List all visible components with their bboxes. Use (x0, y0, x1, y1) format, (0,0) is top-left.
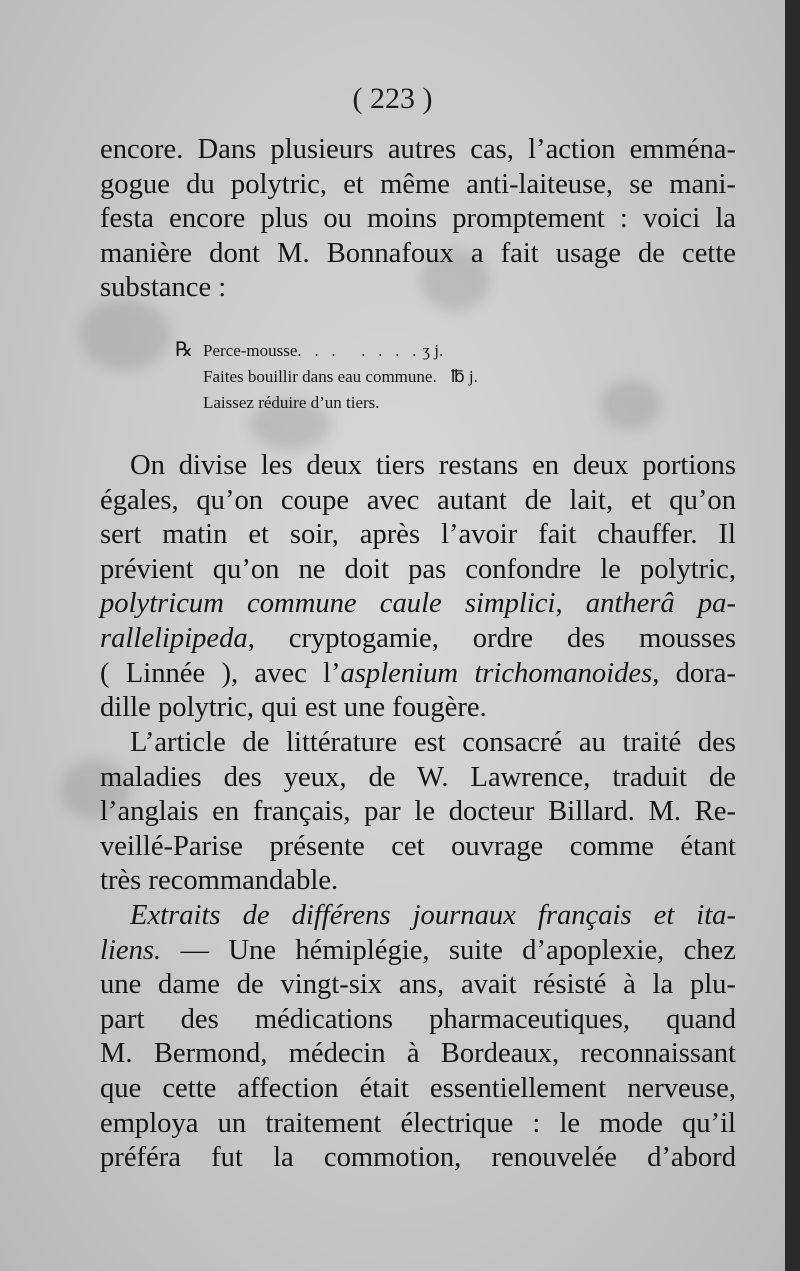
text-line (100, 899, 736, 934)
recipe-block (175, 337, 478, 416)
text-line: ( Linnée ), avec l’asplenium trichomanoides, dora- (100, 657, 736, 689)
text-line: une dame de vingt-six ans, avait résisté à la plu- (100, 969, 736, 1001)
text-line: dille polytric, qui est une fougère. (100, 692, 487, 724)
text-line: polytricum commune caule simplici, antherâ pa- (100, 588, 737, 620)
recipe-quantity: ʒ j. (422, 341, 444, 360)
text-line: rallelipipeda, cryptogamie, ordre des mousses (100, 622, 736, 654)
page-number: ( 223 ) (352, 82, 433, 115)
text-line: prévient qu’on ne doit pas confondre le polytric, (100, 553, 736, 585)
text-line: liens. — Une hémiplégie, suite d’apoplexie, chez (100, 934, 736, 966)
latin-name: polytricum commune caule simplici (100, 588, 556, 620)
paragraph-4 (100, 899, 736, 1176)
recipe-item: Faites bouillir dans eau commune. (203, 367, 437, 386)
text-line: substance : (100, 272, 227, 304)
paragraph-1 (100, 133, 736, 306)
text-line: festa encore plus ou moins promptement : voici la (100, 203, 736, 235)
text-line: sert matin et soir, après l’avoir fait chauffer. Il (100, 519, 736, 551)
text-line: veillé-Parise présente cet ouvrage comme étant (100, 830, 736, 862)
text-line: l’anglais en français, par le docteur Billard. M. Re- (100, 796, 736, 828)
text-line: employa un traitement électrique : le mode qu’il (100, 1107, 736, 1139)
paragraph-3 (100, 726, 736, 899)
latin-name: asplenium trichomanoides (340, 657, 653, 689)
text-line: part des médications pharmaceutiques, quand (100, 1003, 736, 1035)
latin-name: antherâ pa- (585, 588, 737, 620)
recipe-line (175, 390, 478, 416)
text-line: très recommandable. (100, 865, 339, 897)
paragraph-2 (100, 449, 736, 726)
recipe-line (175, 337, 478, 364)
text-line: On divise les deux tiers restans en deux portions (130, 450, 736, 481)
foxing-stain (80, 300, 170, 370)
recipe-item: Perce-mousse. . . . . . . (203, 341, 417, 360)
recipe-item: Laissez réduire d’un tiers. (203, 393, 380, 412)
text-line: M. Bermond, médecin à Bordeaux, reconnaissant (100, 1038, 736, 1070)
section-heading: liens. (100, 934, 162, 966)
text-line: encore. Dans plusieurs autres cas, l’action emména- (100, 134, 736, 165)
text-line: maladies des yeux, de W. Lawrence, traduit de (100, 761, 736, 793)
recipe-symbol: ℞ (175, 339, 193, 361)
recipe-line (175, 364, 478, 390)
text-line: préféra fut la commotion, renouvelée d’abord (100, 1142, 736, 1174)
text-line: manière dont M. Bonnafoux a fait usage de cette (100, 237, 736, 269)
text-line: égales, qu’on coupe avec autant de lait, et qu’on (100, 484, 736, 516)
recipe-quantity: ℔ j. (450, 367, 478, 386)
section-heading: Extraits de différens journaux français et ita- (130, 900, 736, 931)
text-line: que cette affection était essentiellement nerveuse, (100, 1072, 736, 1104)
latin-name: rallelipipeda (100, 622, 248, 654)
foxing-stain (600, 380, 660, 430)
text-line: gogue du polytric, et même anti-laiteuse, se mani- (100, 168, 736, 200)
text-line: L’article de littérature est consacré au traité des (130, 727, 736, 758)
